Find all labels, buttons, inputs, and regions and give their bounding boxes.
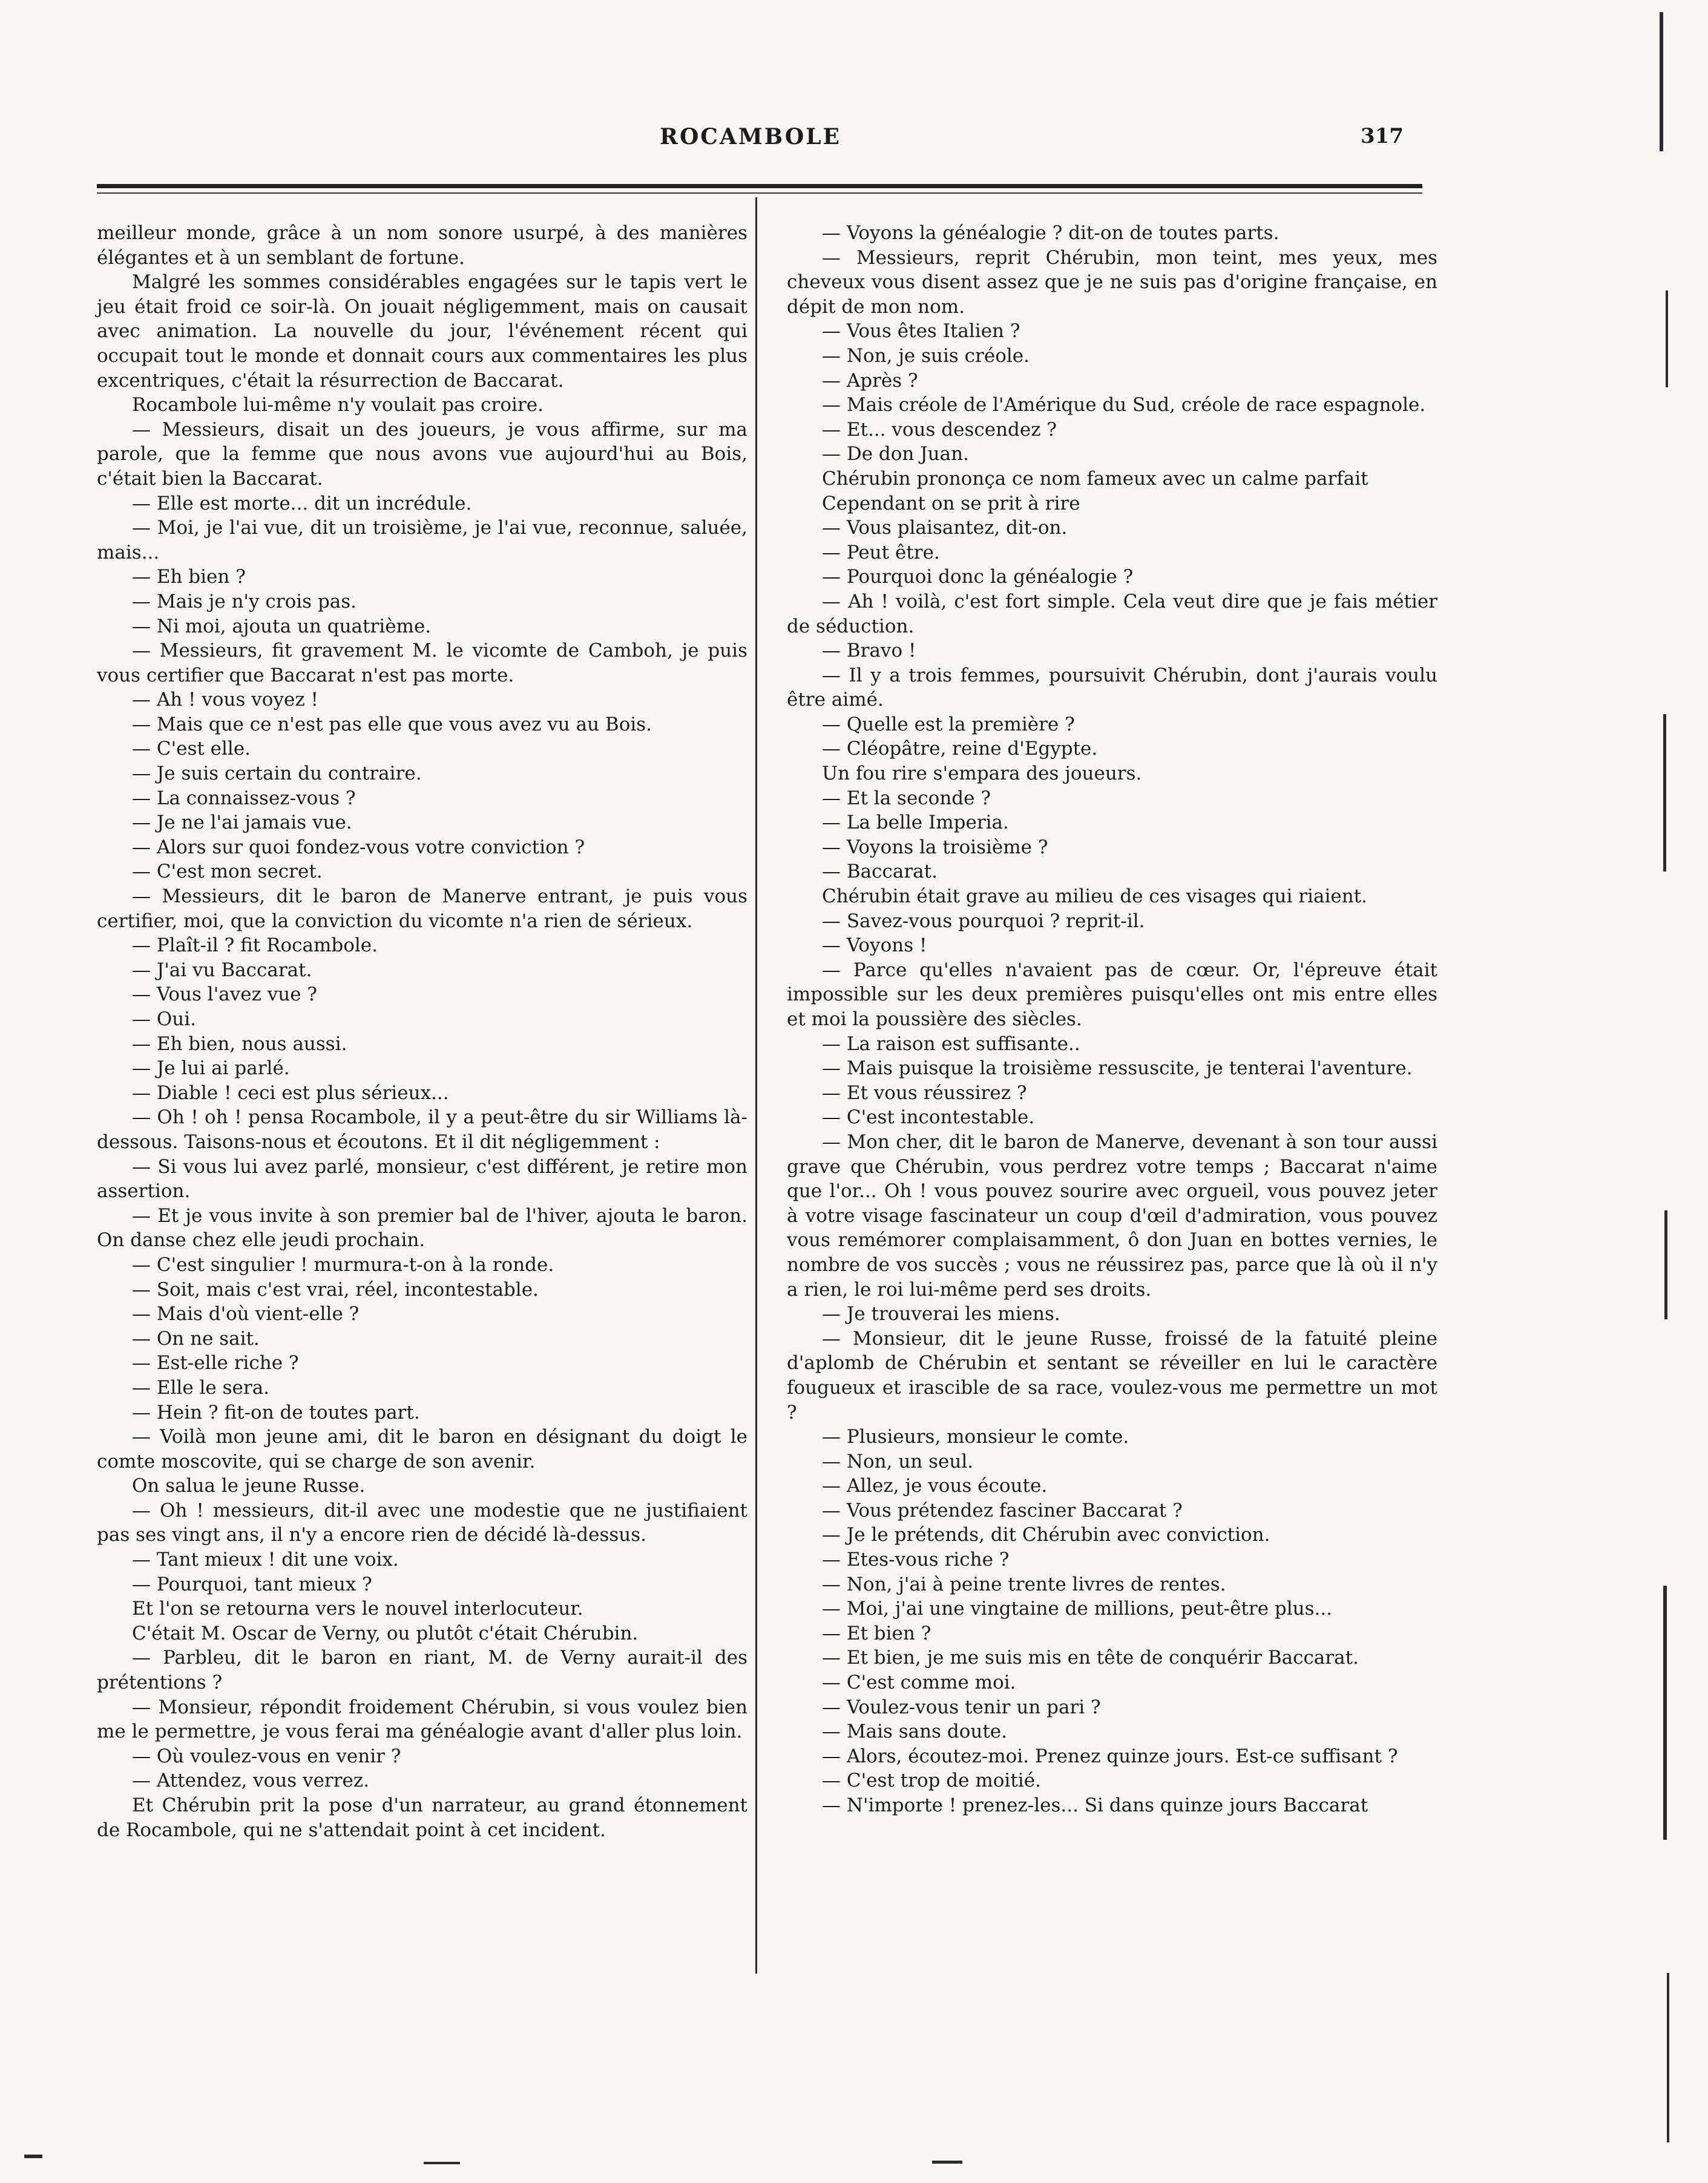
text-paragraph: — Savez-vous pourquoi ? reprit-il. [822,910,1145,932]
text-paragraph: — J'ai vu Baccarat. [132,959,312,981]
text-paragraph: — Hein ? fit-on de toutes part. [132,1401,420,1423]
text-paragraph: — Peut être. [822,541,940,563]
text-paragraph: — Parbleu, dit le baron en riant, M. de Verny aurait-il des prétentions ? [97,1647,747,1694]
binding-edge-mark [1663,714,1666,872]
header-rule-thin [97,192,1422,194]
text-paragraph: — Si vous lui avez parlé, monsieur, c'est différent, je retire mon assertion. [97,1155,747,1203]
text-paragraph: — Ni moi, ajouta un quatrième. [132,615,432,637]
text-paragraph: — Ah ! vous voyez ! [132,689,318,711]
text-paragraph: — On ne sait. [132,1327,260,1350]
text-paragraph: — La belle Imperia. [822,812,1009,834]
text-paragraph: — Où voulez-vous en venir ? [132,1745,401,1767]
text-paragraph: Et l'on se retourna vers le nouvel interlocuteur. [132,1598,583,1620]
text-paragraph: — Mais d'où vient-elle ? [132,1303,360,1325]
text-paragraph: — Allez, je vous écoute. [822,1475,1048,1497]
text-paragraph: — Vous prétendez fasciner Baccarat ? [822,1499,1183,1522]
text-paragraph: Rocambole lui-même n'y voulait pas croire. [132,394,544,416]
text-paragraph: — Soit, mais c'est vrai, réel, incontestable. [132,1278,539,1301]
text-paragraph: — C'est mon secret. [132,861,323,883]
running-title: ROCAMBOLE [660,124,841,149]
binding-edge-mark [1666,291,1668,387]
text-paragraph: C'était M. Oscar de Verny, ou plutôt c'était Chérubin. [132,1622,639,1644]
text-paragraph: On salua le jeune Russe. [132,1475,366,1497]
text-paragraph: — Après ? [822,369,918,392]
text-paragraph: — Plaît-il ? fit Rocambole. [132,934,378,957]
text-paragraph: — Je trouverai les miens. [822,1303,1060,1325]
text-paragraph: — C'est comme moi. [822,1672,1016,1694]
text-paragraph: — Alors sur quoi fondez-vous votre conviction ? [132,836,585,858]
text-paragraph: — Vous plaisantez, dit-on. [822,517,1068,539]
text-paragraph: — Et... vous descendez ? [822,418,1057,441]
text-paragraph: — Eh bien, nous aussi. [132,1032,347,1055]
text-paragraph: — Voilà mon jeune ami, dit le baron en désignant du doigt le comte moscovite, qui se charge de son avenir. [97,1426,747,1472]
text-paragraph: — Vous l'avez vue ? [132,983,318,1006]
text-paragraph: — Voyons la troisième ? [822,836,1048,858]
text-paragraph: — Et je vous invite à son premier bal de l'hiver, ajouta le baron. On danse chez elle jeudi prochain. [97,1204,747,1252]
binding-edge-mark [1667,1973,1669,2142]
text-paragraph: — Elle est morte... dit un incrédule. [132,492,472,514]
text-paragraph: — Cléopâtre, reine d'Egypte. [822,738,1098,760]
text-paragraph: — Baccarat. [822,861,938,883]
text-paragraph: — C'est singulier ! murmura-t-on à la ronde. [132,1253,554,1276]
text-paragraph: — Pourquoi donc la généalogie ? [822,566,1134,588]
text-paragraph: — Non, un seul. [822,1450,974,1472]
footer-speck [932,2161,962,2164]
text-paragraph: — C'est incontestable. [822,1106,1035,1129]
text-paragraph: — Messieurs, reprit Chérubin, mon teint, mes yeux, mes cheveux vous disent assez que je ne suis pas d'origine française, en dépit de mon nom. [787,246,1437,318]
text-paragraph: Et Chérubin prit la pose d'un narrateur, au grand étonnement de Rocambole, qui ne s'attendait point à cet incident. [97,1794,747,1841]
text-paragraph: — La raison est suffisante.. [822,1032,1080,1055]
text-paragraph: — Et bien ? [822,1622,931,1644]
page-number: 317 [1361,124,1404,148]
text-paragraph: — Bravo ! [822,640,916,662]
text-paragraph: — Oui. [132,1008,197,1030]
text-paragraph: — Mais je n'y crois pas. [132,590,357,612]
text-paragraph: — Monsieur, dit le jeune Russe, froissé de la fatuité pleine d'aplomb de Chérubin et sentant se réveiller en lui le caractère fougueux et irascible de sa race, voulez-vous me permettre un mot ? [787,1327,1437,1423]
text-paragraph: — Et la seconde ? [822,787,991,809]
text-paragraph: — Messieurs, fit gravement M. le vicomte de Camboh, je puis vous certifier que Baccarat n'est pas morte. [97,640,747,686]
text-paragraph: — Voulez-vous tenir un pari ? [822,1696,1101,1718]
text-paragraph: — Voyons ! [822,934,927,957]
text-paragraph: — Je lui ai parlé. [132,1057,290,1080]
text-paragraph: — Mon cher, dit le baron de Manerve, devenant à son tour aussi grave que Chérubin, vous perdrez votre temps ; Baccarat n'aime que l'or... Oh ! vous pouvez sourire avec orgueil, vous pouvez jeter à votre visage fascinateur un coup d'œil d'admiration, vous pouvez vous remémorer complaisamment, ô don Juan en bottes vernies, le nombre de vos succès ; vous ne réussirez pas, parce que là où il n'y a rien, le roi lui-même perd ses droits. [787,1131,1437,1301]
text-paragraph: — Attendez, vous verrez. [132,1770,370,1792]
text-paragraph: — Et vous réussirez ? [822,1082,1027,1104]
text-paragraph: — Je le prétends, dit Chérubin avec conviction. [822,1524,1270,1546]
header-rule-thick [97,184,1422,188]
text-paragraph: — Mais créole de l'Amérique du Sud, créole de race espagnole. [822,394,1426,416]
text-paragraph: meilleur monde, grâce à un nom sonore usurpé, à des manières élégantes et à un semblant de fortune. [97,222,747,269]
text-paragraph: Cependant on se prit à rire [822,492,1080,514]
text-paragraph: — Plusieurs, monsieur le comte. [822,1426,1129,1448]
text-paragraph: — Mais puisque la troisième ressuscite, je tenterai l'aventure. [822,1057,1413,1080]
text-paragraph: — C'est trop de moitié. [822,1770,1041,1792]
binding-edge-mark [1660,12,1663,151]
text-paragraph: — Messieurs, disait un des joueurs, je vous affirme, sur ma parole, que la femme que nous avons vue aujourd'hui au Bois, c'était bien la Baccarat. [97,418,747,490]
text-paragraph: — Ah ! voilà, c'est fort simple. Cela veut dire que je fais métier de séduction. [787,590,1437,637]
text-paragraph: — Mais sans doute. [822,1721,1008,1743]
text-paragraph: — Etes-vous riche ? [822,1549,1010,1571]
text-paragraph: — Elle le sera. [132,1376,270,1399]
text-paragraph: — Je ne l'ai jamais vue. [132,812,352,834]
text-paragraph: — Moi, j'ai une vingtaine de millions, peut-être plus... [822,1598,1333,1620]
text-paragraph: — C'est elle. [132,738,251,760]
text-paragraph: Chérubin prononça ce nom fameux avec un calme parfait [822,467,1368,490]
right-column [787,221,1437,1818]
text-paragraph: — Est-elle riche ? [132,1352,299,1374]
binding-edge-mark [1663,1586,1667,1840]
text-paragraph: — Voyons la généalogie ? dit-on de toutes parts. [822,222,1279,244]
text-paragraph: — Eh bien ? [132,566,246,588]
text-paragraph: Un fou rire s'empara des joueurs. [822,763,1142,785]
text-paragraph: Malgré les sommes considérables engagées sur le tapis vert le jeu était froid ce soir-là. On jouait négligemment, mais on causait avec animation. La nouvelle du jour, l'événement récent qui occupait tout le monde et donnait cours aux commentaires les plus excentriques, c'était la résurrection de Baccarat. [97,271,747,392]
text-paragraph: — Il y a trois femmes, poursuivit Chérubin, dont j'aurais voulu être aimé. [787,664,1437,711]
text-paragraph: — Tant mieux ! dit une voix. [132,1549,399,1571]
footer-speck [424,2162,460,2164]
footer-speck [24,2155,42,2158]
text-paragraph: — La connaissez-vous ? [132,787,356,809]
text-paragraph: — De don Juan. [822,443,969,465]
text-paragraph: — Diable ! ceci est plus sérieux... [132,1082,449,1104]
text-paragraph: — Non, j'ai à peine trente livres de rentes. [822,1573,1226,1595]
text-paragraph: — Je suis certain du contraire. [132,763,422,785]
text-paragraph: — Monsieur, répondit froidement Chérubin, si vous voulez bien me le permettre, je vous ferai ma généalogie avant d'aller plus loin. [97,1696,747,1743]
text-paragraph: — Mais que ce n'est pas elle que vous avez vu au Bois. [132,713,652,735]
text-paragraph: — Alors, écoutez-moi. Prenez quinze jours. Est-ce suffisant ? [822,1745,1398,1767]
column-divider [755,197,757,1974]
text-paragraph: — Messieurs, dit le baron de Manerve entrant, je puis vous certifier, moi, que la conviction du vicomte n'a rien de sérieux. [97,885,747,932]
text-paragraph: — Oh ! oh ! pensa Rocambole, il y a peut-être du sir Williams là-dessous. Taisons-nous et écoutons. Et il dit négligemment : [97,1106,747,1153]
text-paragraph: — Moi, je l'ai vue, dit un troisième, je l'ai vue, reconnue, saluée, mais... [97,517,747,563]
text-paragraph: — Oh ! messieurs, dit-il avec une modestie que ne justifiaient pas ses vingt ans, il n'y a encore rien de décidé là-dessus. [97,1499,747,1546]
text-paragraph: — Et bien, je me suis mis en tête de conquérir Baccarat. [822,1647,1359,1669]
text-paragraph: — Pourquoi, tant mieux ? [132,1573,372,1595]
left-column [97,221,747,1842]
text-paragraph: Chérubin était grave au milieu de ces visages qui riaient. [822,885,1367,908]
binding-edge-mark [1664,1210,1667,1319]
text-paragraph: — Quelle est la première ? [822,713,1075,735]
text-paragraph: — N'importe ! prenez-les... Si dans quinze jours Baccarat [822,1794,1368,1816]
text-paragraph: — Non, je suis créole. [822,344,1030,367]
text-paragraph: — Parce qu'elles n'avaient pas de cœur. Or, l'épreuve était impossible sur les deux premières puisqu'elles ont mis entre elles et moi la poussière des siècles. [787,959,1437,1030]
text-paragraph: — Vous êtes Italien ? [822,320,1020,343]
